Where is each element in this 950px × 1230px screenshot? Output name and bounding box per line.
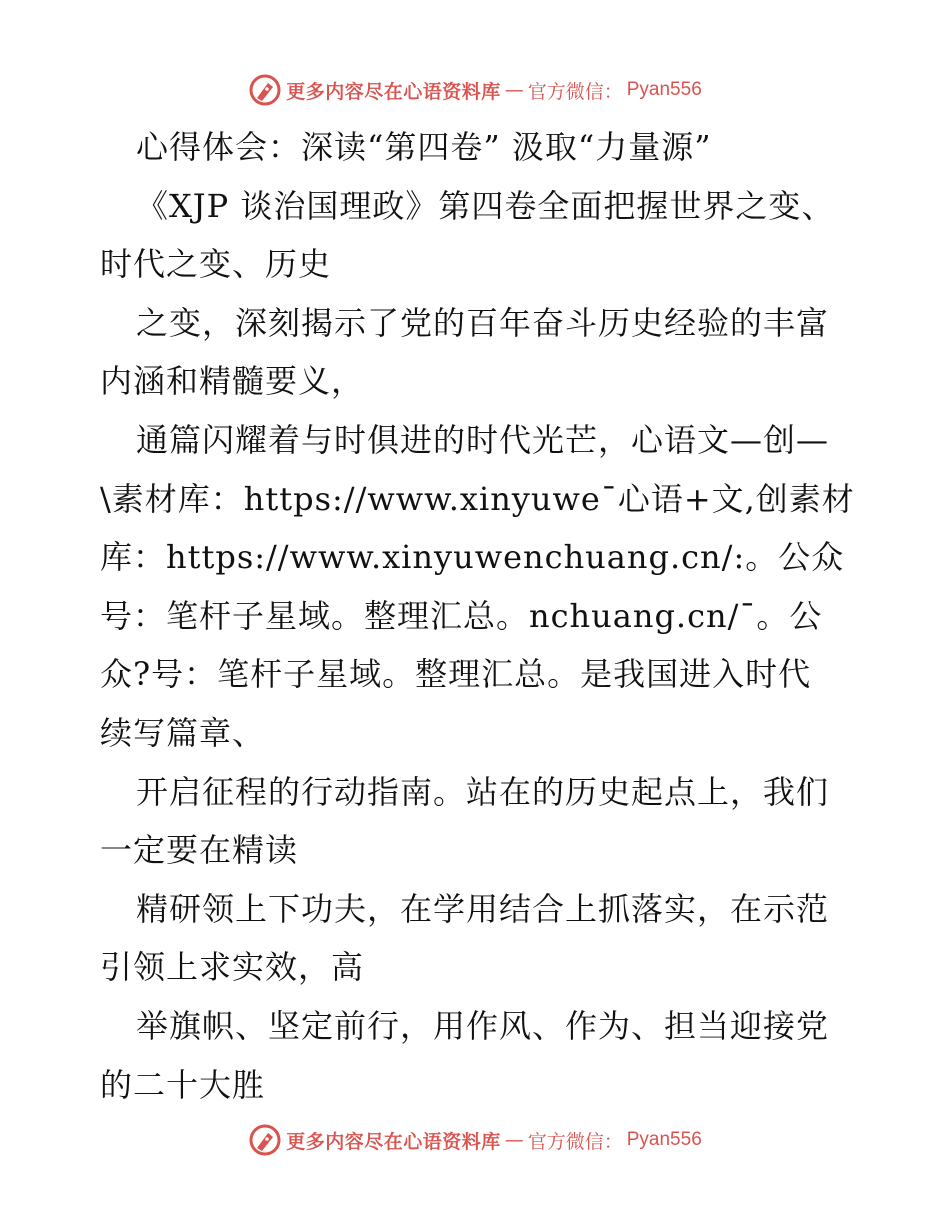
paragraph-line: 续写篇章、 — [100, 713, 266, 752]
paragraph-line: 举旗帜、坚定前行，用作风、作为、担当迎接党 — [136, 1006, 830, 1045]
paragraph-line: 内涵和精髓要义， — [100, 362, 365, 401]
pen-nib-circle-icon — [248, 1123, 282, 1157]
watermark-separator: — — [504, 79, 524, 101]
paragraph-line: 时代之变、历史 — [100, 245, 332, 284]
document-title: 心得体会：深读“第四卷” 汲取“力量源” — [136, 128, 712, 166]
document-body — [100, 118, 860, 1114]
watermark-site-text: 更多内容尽在心语资料库 — [286, 1130, 501, 1153]
paragraph-line: 引领上求实效，高 — [100, 948, 365, 987]
header-watermark — [0, 70, 950, 110]
watermark-official-label: 官方微信： — [527, 80, 623, 103]
watermark-separator: — — [504, 1129, 524, 1151]
paragraph-line: 一定要在精读 — [100, 831, 299, 870]
paragraph-line: 开启征程的行动指南。站在的历史起点上，我们 — [136, 772, 830, 811]
footer-watermark — [0, 1120, 950, 1160]
paragraph-line: 众?号：笔杆子星域。整理汇总。是我国进入时代 — [100, 655, 812, 694]
watermark-site-text: 更多内容尽在心语资料库 — [286, 80, 501, 103]
pen-nib-circle-icon — [248, 73, 282, 107]
paragraph-line: 精研领上下功夫，在学用结合上抓落实，在示范 — [136, 889, 830, 928]
paragraph-line: 号：笔杆子星域。整理汇总。nchuang.cn/¯。公 — [100, 596, 823, 635]
paragraph-line: 的二十大胜 — [100, 1065, 266, 1104]
paragraph-line: 《XJP 谈治国理政》第四卷全面把握世界之变、 — [136, 186, 835, 225]
watermark-wechat-id: Pyan556 — [626, 79, 702, 100]
paragraph-line: \素材库：https://www.xinyuwe¯心语+文,创素材 — [100, 479, 855, 518]
watermark-official-label: 官方微信： — [527, 1130, 623, 1153]
watermark-wechat-id: Pyan556 — [626, 1129, 702, 1150]
paragraph-line: 库：https://www.xinyuwenchuang.cn/:。公众 — [100, 538, 845, 577]
paragraph-line: 通篇闪耀着与时俱进的时代光芒，心语文—创— — [136, 420, 830, 459]
paragraph-line: 之变，深刻揭示了党的百年奋斗历史经验的丰富 — [136, 303, 830, 342]
